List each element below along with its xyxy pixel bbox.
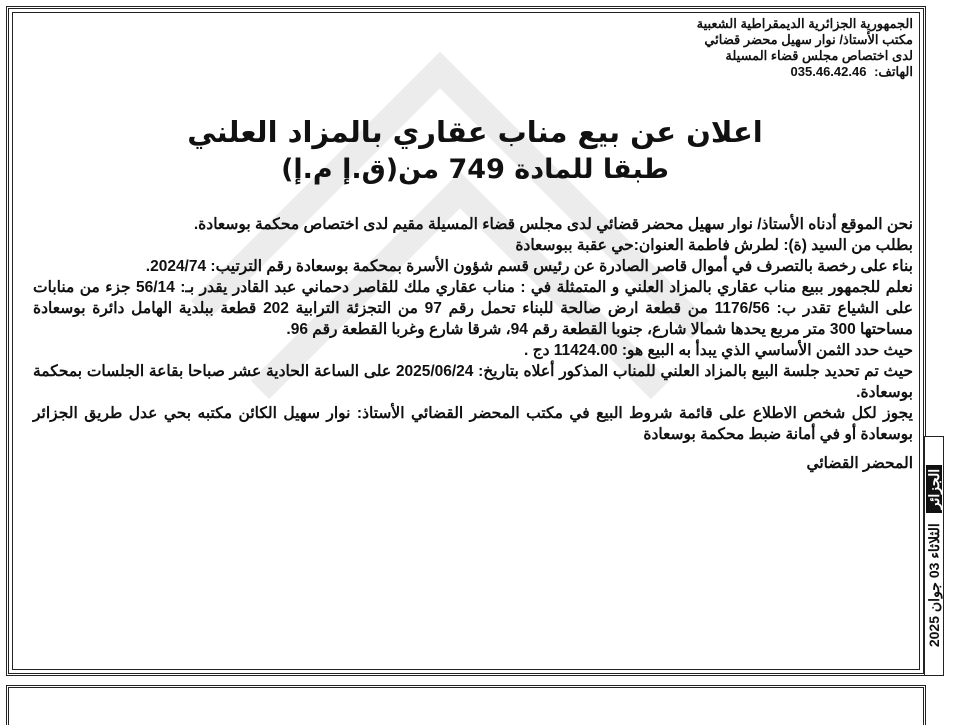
office-name: مكتب الأستاذ/ نوار سهيل محضر قضائي [704, 32, 913, 47]
body-paragraph-property: نعلم للجمهور ببيع مناب عقاري بالمزاد العلني و المتمثلة في : مناب عقاري ملك للقاصر دحماني عبد القادر يقدر بـ: 56/14 جزء من منابات على الشياع تقدر ب: 1176/56 من قطعة ارض صالحة للبناء تحمل رقم 97 من التجزئة الترابية 202 قطعة ببلدية الهامل دائرة بوسعادة مساحتها 300 متر مربع يحدها شمالا شارع، جنوبا القطعة رقم 94، شرقا شارع وغربا القطعة رقم 96. [33, 279, 913, 338]
announcement-title: اعلان عن بيع مناب عقاري بالمزاد العلني [187, 115, 763, 149]
announcement-body [33, 214, 913, 474]
body-paragraph-authorization: بناء على رخصة بالتصرف في أموال قاصر الصادرة عن رئيس قسم شؤون الأسرة بمحكمة بوسعادة رقم الترتيب: 2024/74. [145, 258, 913, 275]
phone-line [413, 64, 913, 80]
announcement-subtitle: طبقا للمادة 749 من(ق.إ م.إ) [281, 154, 669, 185]
body-paragraph-price: حيث حدد الثمن الأساسي الذي يبدأ به البيع هو: 11424.00 دج . [523, 342, 913, 359]
body-paragraph-intro: نحن الموقع أدناه الأستاذ/ نوار سهيل محضر قضائي لدى مجلس قضاء المسيلة مقيم لدى اختصاص محكمة بوسعادة. [193, 216, 913, 233]
jurisdiction: لدى اختصاص مجلس قضاء المسيلة [725, 48, 913, 63]
republic-name: الجمهورية الجزائرية الديمقراطية الشعبية [696, 16, 913, 31]
side-date-text [924, 436, 944, 676]
next-announcement-frame [6, 685, 926, 725]
body-paragraph-session: حيث تم تحديد جلسة البيع بالمزاد العلني للمناب المذكور أعلاه بتاريخ: 2025/06/24 على الساعة الحادية عشر صباحا بقاعة الجلسات بمحكمة بوسعادة. [33, 363, 913, 401]
phone-label: الهاتف: [874, 64, 913, 79]
newspaper-logo: الجزائر [926, 465, 942, 513]
body-paragraph-requester: بطلب من السيد (ة): لطرش فاطمة العنوان:حي عقبة ببوسعادة [515, 237, 913, 254]
body-paragraph-conditions: يجوز لكل شخص الاطلاع على قائمة شروط البيع في مكتب المحضر القضائي الأستاذ: نوار سهيل الكائن مكتبه بحي عدل طريق الجزائر بوسعادة أو في أمانة ضبط محكمة بوسعادة [33, 405, 913, 443]
signature: المحضر القضائي [806, 455, 913, 472]
publication-date: الثلاثاء 03 جوان 2025 [926, 523, 942, 648]
phone-number: 035.46.42.46 [790, 64, 867, 79]
bailiff-header [413, 16, 913, 80]
